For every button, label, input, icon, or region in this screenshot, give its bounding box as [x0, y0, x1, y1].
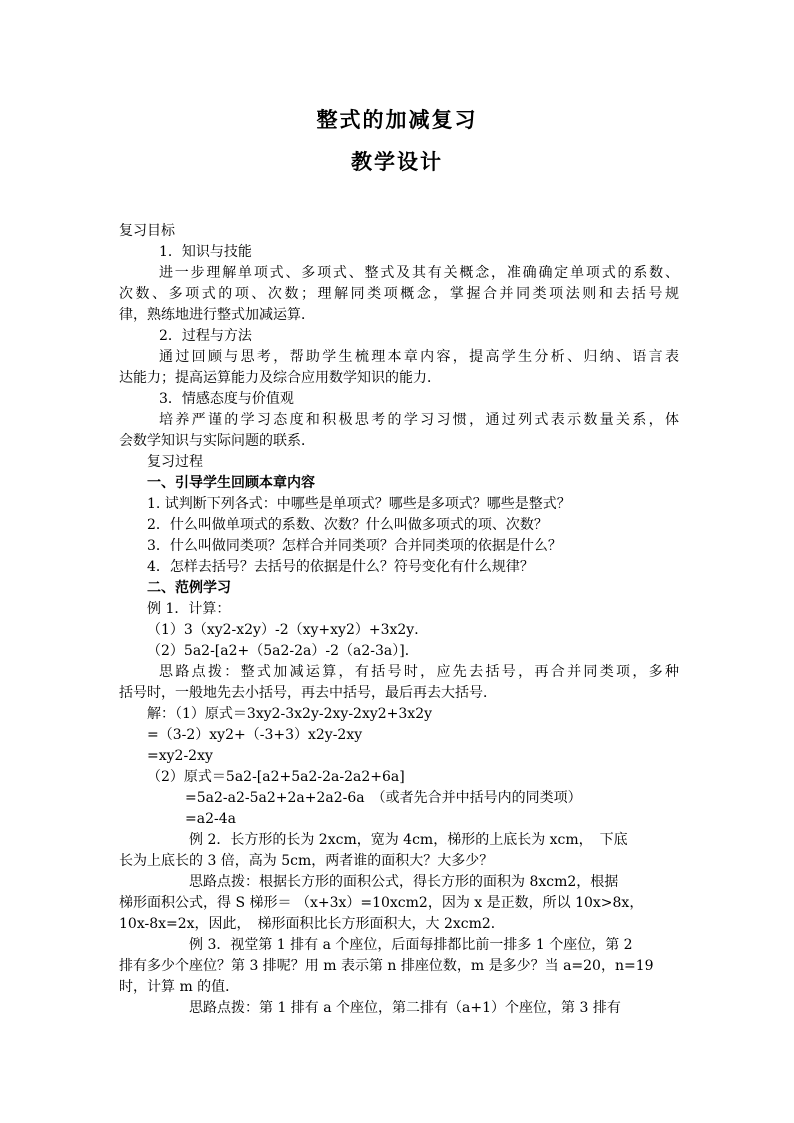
example-heading: 例 1．计算：: [147, 601, 231, 617]
subsection-heading: 3．情感态度与价值观: [159, 391, 294, 407]
section-heading-bold: 一、引导学生回顾本章内容: [147, 475, 315, 491]
paragraph-line: 排有多少个座位？第 3 排呢？用 m 表示第 n 排座位数，m 是多少？当 a=20，n=19: [119, 958, 654, 974]
formula-line: （1）3（xy2-x2y）-2（xy+xy2）+3x2y．: [147, 622, 429, 638]
solution-line: =xy2-2xy: [147, 748, 213, 764]
question-item: 4．怎样去括号？去括号的依据是什么？符号变化有什么规律？: [147, 559, 534, 575]
paragraph-line: 培养严谨的学习态度和积极思考的学习习惯，通过列式表示数量关系，体: [159, 412, 679, 428]
paragraph-line: 梯形面积公式，得 S 梯形＝ （x+3x）=10xcm2，因为 x 是正数，所以 10x>8x，: [119, 895, 644, 911]
paragraph-line: 会数学知识与实际问题的联系．: [119, 433, 315, 449]
formula-line: （2）5a2-[a2+（5a2-2a）-2（a2-3a）]．: [147, 643, 419, 659]
solution-line: =a2-4a: [185, 811, 236, 827]
paragraph-line: 达能力；提高运算能力及综合应用数学知识的能力．: [119, 370, 441, 386]
solution-line: =5a2-a2-5a2+2a+2a2-6a （或者先合并中括号内的同类项）: [185, 790, 582, 806]
paragraph-line: 通过回顾与思考，帮助学生梳理本章内容，提高学生分析、归纳、语言表: [159, 349, 679, 365]
example-heading: 例 2．长方形的长为 2xcm，宽为 4cm，梯形的上底长为 xcm， 下底: [189, 832, 628, 848]
solution-line: 解：（1）原式＝3xy2-3x2y-2xy-2xy2+3x2y: [147, 706, 433, 722]
paragraph-line: 括号时，一般地先去小括号，再去中括号，最后再去大括号．: [119, 685, 497, 701]
doc-title: 整式的加减复习: [316, 107, 478, 132]
solution-line: （2）原式＝5a2-[a2+5a2-2a-2a2+6a]: [147, 769, 405, 785]
paragraph-line: 思路点拨：第 1 排有 a 个座位，第二排有（a+1）个座位，第 3 排有: [189, 1000, 621, 1016]
subsection-heading: 1．知识与技能: [159, 244, 252, 260]
doc-body: [119, 221, 679, 1019]
paragraph-line: 思路点拨：根据长方形的面积公式，得长方形的面积为 8xcm2，根据: [189, 874, 619, 890]
paragraph-line: 思路点拨：整式加减运算，有括号时，应先去括号，再合并同类项，多种: [159, 664, 679, 680]
subsection-heading: 2．过程与方法: [159, 328, 252, 344]
paragraph-line: 律，熟练地进行整式加减运算．: [119, 307, 315, 323]
solution-line: =（3-2）xy2+（-3+3）x2y-2xy: [147, 727, 363, 743]
question-item: 3．什么叫做同类项？怎样合并同类项？合并同类项的依据是什么？: [147, 538, 562, 554]
doc-subtitle: 教学设计: [351, 149, 443, 174]
paragraph-line: 长为上底长的 3 倍，高为 5cm，两者谁的面积大？大多少？: [119, 853, 494, 869]
section-heading-bold: 二、范例学习: [147, 580, 231, 596]
paragraph-line: 10x-8x=2x，因此， 梯形面积比长方形面积大，大 2xcm2．: [119, 916, 505, 932]
section-heading: 复习过程: [147, 454, 203, 470]
question-item: 1. 试判断下列各式：中哪些是单项式？哪些是多项式？哪些是整式？: [147, 496, 571, 512]
paragraph-line: 时，计算 m 的值．: [119, 979, 240, 995]
section-heading: 复习目标: [119, 223, 175, 239]
example-heading: 例 3．视堂第 1 排有 a 个座位，后面每排都比前一排多 1 个座位，第 2: [189, 937, 633, 953]
paragraph-line: 进一步理解单项式、多项式、整式及其有关概念，准确确定单项式的系数、: [159, 265, 679, 281]
question-item: 2．什么叫做单项式的系数、次数？什么叫做多项式的项、次数？: [147, 517, 548, 533]
paragraph-line: 次数、多项式的项、次数；理解同类项概念，掌握合并同类项法则和去括号规: [119, 286, 679, 302]
